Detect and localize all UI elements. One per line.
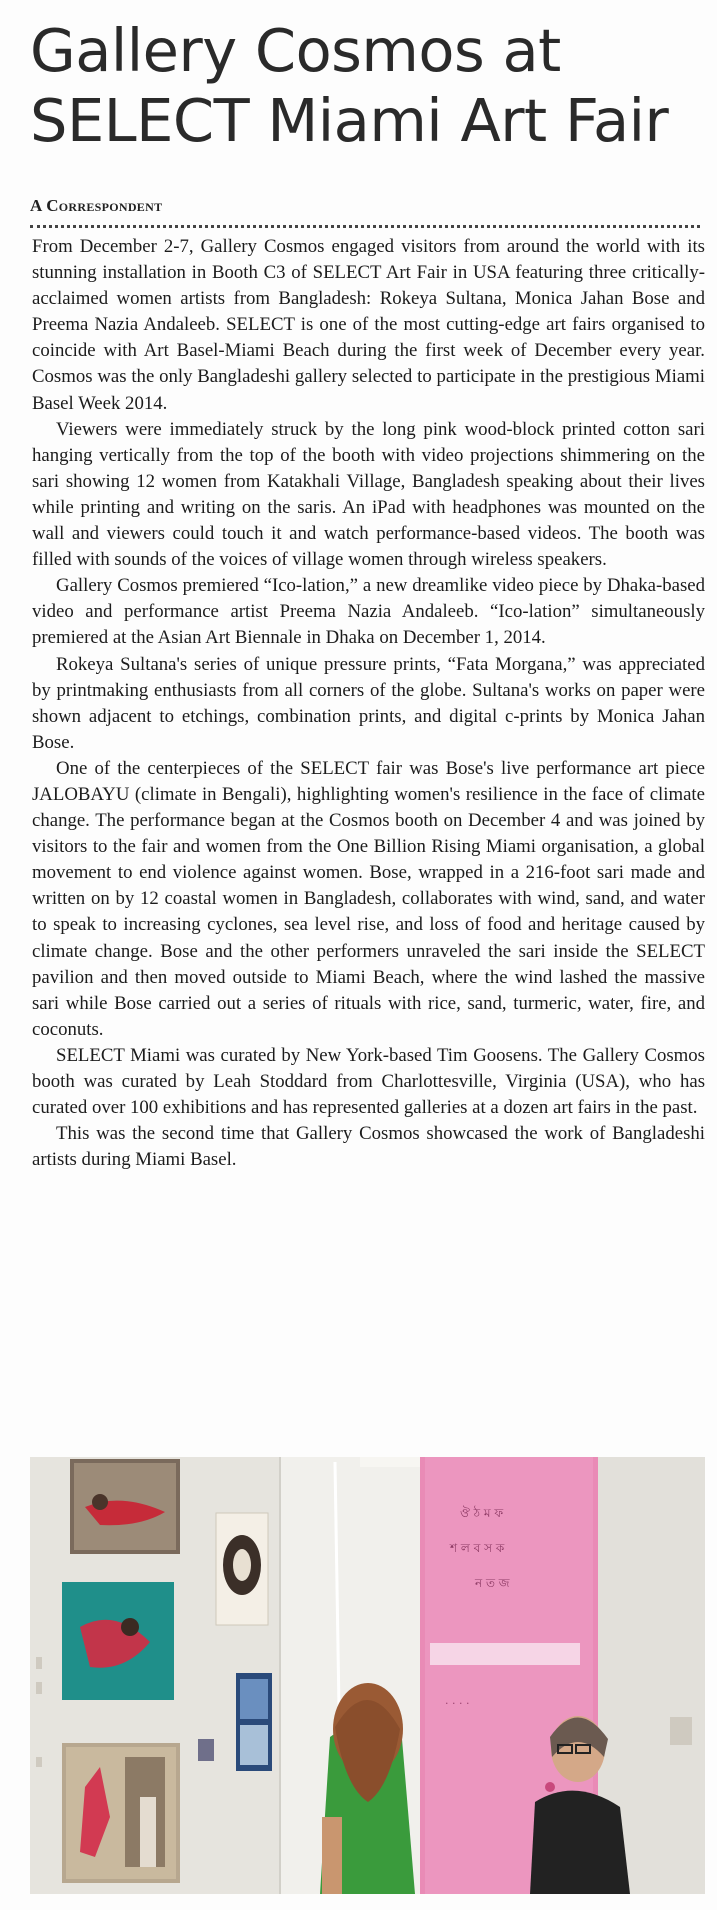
ipad [198, 1739, 214, 1761]
artwork-teal-figure [62, 1582, 174, 1700]
artwork-street-scene [62, 1743, 180, 1883]
paragraph-5: One of the centerpieces of the SELECT fair was Bose's live performance art piece JALOBAYU (climate in Bengali), highlighting women's resilience in the face of climate change. The performance began at the Cosmos booth on December 4 and was joined by visitors to the fair and women from the One Billion Rising Miami organisation, a global movement to end violence against women. Bose, wrapped in a 216-foot sari made and written on by 12 coastal women in Bangladesh, collaborates with wind, sand, and water to speak to increasing cyclones, sea level rise, and loss of food and heritage caused by climate change. Bose and the other performers unraveled the sari inside the SELECT pavilion and then moved outside to Miami Beach, where the wind lashed the massive sari while Bose carried out a series of rituals with rice, sand, turmeric, water, fire, and coconuts. [32, 757, 705, 1040]
wall-label [670, 1717, 692, 1745]
paragraph-2: Viewers were immediately struck by the long pink wood-block printed cotton sari hanging vertically from the top of the booth with video projections shimmering on the sari showing 12 women from Katakhali Village, Bangladesh speaking about their lives while printing and writing on the saris. An iPad with headphones was mounted on the wall and viewers could touch it and watch performance-based videos. The booth was filled with sounds of the voices of village women through wireless speakers. [32, 418, 705, 571]
headline: Gallery Cosmos at SELECT Miami Art Fair [30, 16, 669, 155]
wall-label [36, 1682, 42, 1694]
booth-photo-illustration [30, 1457, 705, 1894]
paragraph-3: Gallery Cosmos premiered “Ico-lation,” a new dreamlike video piece by Dhaka-based video and performance artist Preema Nazia Andaleeb. “Ico-lation” simultaneously premiered at the Asian Art Biennale in Dhaka on December 1, 2014. [32, 575, 705, 649]
byline: A Correspondent [30, 196, 163, 215]
wall-label [36, 1657, 42, 1669]
byline-divider [30, 225, 700, 228]
artwork-round-print [216, 1513, 268, 1625]
paragraph-7: This was the second time that Gallery Cosmos showcased the work of Bangladeshi artists during Miami Basel. [32, 1123, 705, 1171]
svg-text:· · · ·: · · · · [445, 1697, 470, 1710]
svg-text:ন ত জ: ন ত জ [475, 1576, 510, 1590]
paragraph-6: SELECT Miami was curated by New York-based Tim Goosens. The Gallery Cosmos booth was curated by Leah Stoddard from Charlottesville, Virginia (USA), who has curated over 100 exhibitions and has represented galleries at a dozen art fairs in the past. [32, 1044, 705, 1119]
svg-text:ঔ ঠ ম ফ: ঔ ঠ ম ফ [460, 1506, 504, 1520]
booth-photo [30, 1457, 705, 1894]
wall-label [36, 1757, 42, 1767]
paragraph-4: Rokeya Sultana's series of unique pressure prints, “Fata Morgana,” was appreciated by printmaking enthusiasts from all corners of the globe. Sultana's works on paper were shown adjacent to etchings, combination prints, and digital c-prints by Monica Jahan Bose. [32, 653, 705, 753]
article-body [32, 234, 705, 1173]
paragraph-1: From December 2-7, Gallery Cosmos engaged visitors from around the world with its stunning installation in Booth C3 of SELECT Art Fair in USA featuring three critically-acclaimed women artists from Bangladesh: Rokeya Sultana, Monica Jahan Bose and Preema Nazia Andaleeb. SELECT is one of the most cutting-edge art fairs organised to coincide with Art Basel-Miami Beach during the first week of December every year. Cosmos was the only Bangladeshi gallery selected to participate in the prestigious Miami Basel Week 2014. [32, 236, 705, 414]
artwork-blue-print [236, 1673, 272, 1771]
svg-text:শ ল ব স ক: শ ল ব স ক [450, 1541, 505, 1555]
artwork-red-figure [70, 1459, 180, 1554]
